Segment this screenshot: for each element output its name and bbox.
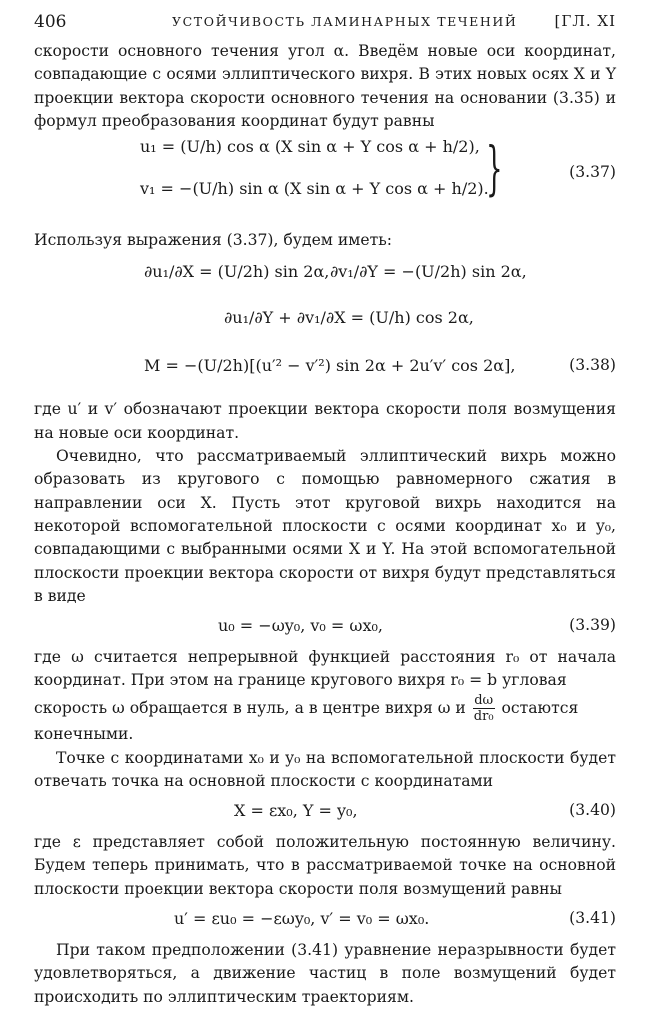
equation-3-38-line-1a: ∂u₁/∂X = (U/2h) sin 2α, xyxy=(144,262,330,282)
paragraph-7: где ε представляет собой положительную постоянную величину. Будем теперь принимать, что в рассматриваемой точке на основной плоскости проекции вектора скорости поля возмущений равны xyxy=(34,833,616,898)
equation-number-3-38: (3.38) xyxy=(569,356,616,375)
fraction-numerator: dω xyxy=(474,693,494,709)
equation-3-38-line-3: M = −(U/2h)[(u′² − v′²) sin 2α + 2u′v′ cos 2α], xyxy=(144,356,516,376)
equation-number-3-39: (3.39) xyxy=(569,616,616,635)
equation-3-39 xyxy=(34,608,616,646)
equation-3-40-text: X = εx₀, Y = y₀, xyxy=(234,801,358,821)
running-header xyxy=(34,10,616,40)
paragraph-5b-pre: скорость ω обращается в нуль, а в центре вихря ω и xyxy=(34,698,466,717)
paragraph-1: скорости основного течения угол α. Введём новые оси координат, совпадающие с осями эллиптического вихря. В этих новых осях X и Y проекции вектора скорости основного течения на основании (3.35) и формул преобразования координат будут равны xyxy=(34,42,616,130)
paragraph-5b xyxy=(34,693,616,724)
equation-3-41 xyxy=(34,901,616,939)
equation-number-3-41: (3.41) xyxy=(569,909,616,928)
equation-number-3-40: (3.40) xyxy=(569,801,616,820)
right-brace-icon: } xyxy=(486,134,503,203)
equation-number-3-37: (3.37) xyxy=(569,163,616,182)
paragraph-8: При таком предположении (3.41) уравнение неразрывности будет удовлетворяться, а движение частиц в поле возмущений будет происходить по эллиптическим траекториям. xyxy=(34,941,616,1006)
equation-3-38 xyxy=(34,252,616,398)
equation-3-37-line-1: u₁ = (U/h) cos α (X sin α + Y cos α + h/2), xyxy=(140,137,480,157)
paragraph-5b-post: остаются xyxy=(501,698,579,717)
chapter-label: [ГЛ. XI xyxy=(554,12,616,30)
equation-3-38-line-2: ∂u₁/∂Y + ∂v₁/∂X = (U/h) cos 2α, xyxy=(224,308,474,328)
paragraph-4: Очевидно, что рассматриваемый эллиптический вихрь можно образовать из кругового с помощью равномерного сжатия в направлении оси X. Пусть этот круговой вихрь находится на некоторой вспомогательной плоскости с осями координат x₀ и y₀, совпадающими с выбранными осями X и Y. На этой вспомогательной плоскости проекции вектора скорости от вихря будут представляться в виде xyxy=(34,447,616,605)
paragraph-5c: конечными. xyxy=(34,725,134,744)
page-number: 406 xyxy=(34,12,67,32)
equation-3-38-line-1b: ∂v₁/∂Y = −(U/2h) sin 2α, xyxy=(330,262,527,282)
paragraph-3: где u′ и v′ обозначают проекции вектора скорости поля возмущения на новые оси координат. xyxy=(34,400,616,442)
paragraph-2: Используя выражения (3.37), будем иметь: xyxy=(34,231,393,250)
equation-3-37 xyxy=(34,133,616,229)
page xyxy=(34,10,616,1009)
equation-3-41-text: u′ = εu₀ = −εωy₀, v′ = v₀ = ωx₀. xyxy=(174,909,430,929)
paragraph-5a: где ω считается непрерывной функцией расстояния r₀ от начала координат. При этом на границе кругового вихря r₀ = b угловая xyxy=(34,648,616,690)
equation-3-40 xyxy=(34,793,616,831)
fraction-denominator: dr₀ xyxy=(473,709,494,725)
fraction-domega-dr0 xyxy=(473,694,495,723)
running-title: УСТОЙЧИВОСТЬ ЛАМИНАРНЫХ ТЕЧЕНИЙ xyxy=(172,14,518,29)
paragraph-6: Точке с координатами x₀ и y₀ на вспомогательной плоскости будет отвечать точка на основной плоскости с координатами xyxy=(34,748,616,790)
equation-3-39-text: u₀ = −ωy₀, v₀ = ωx₀, xyxy=(218,616,383,636)
equation-3-37-line-2: v₁ = −(U/h) sin α (X sin α + Y cos α + h/2). xyxy=(140,179,489,199)
